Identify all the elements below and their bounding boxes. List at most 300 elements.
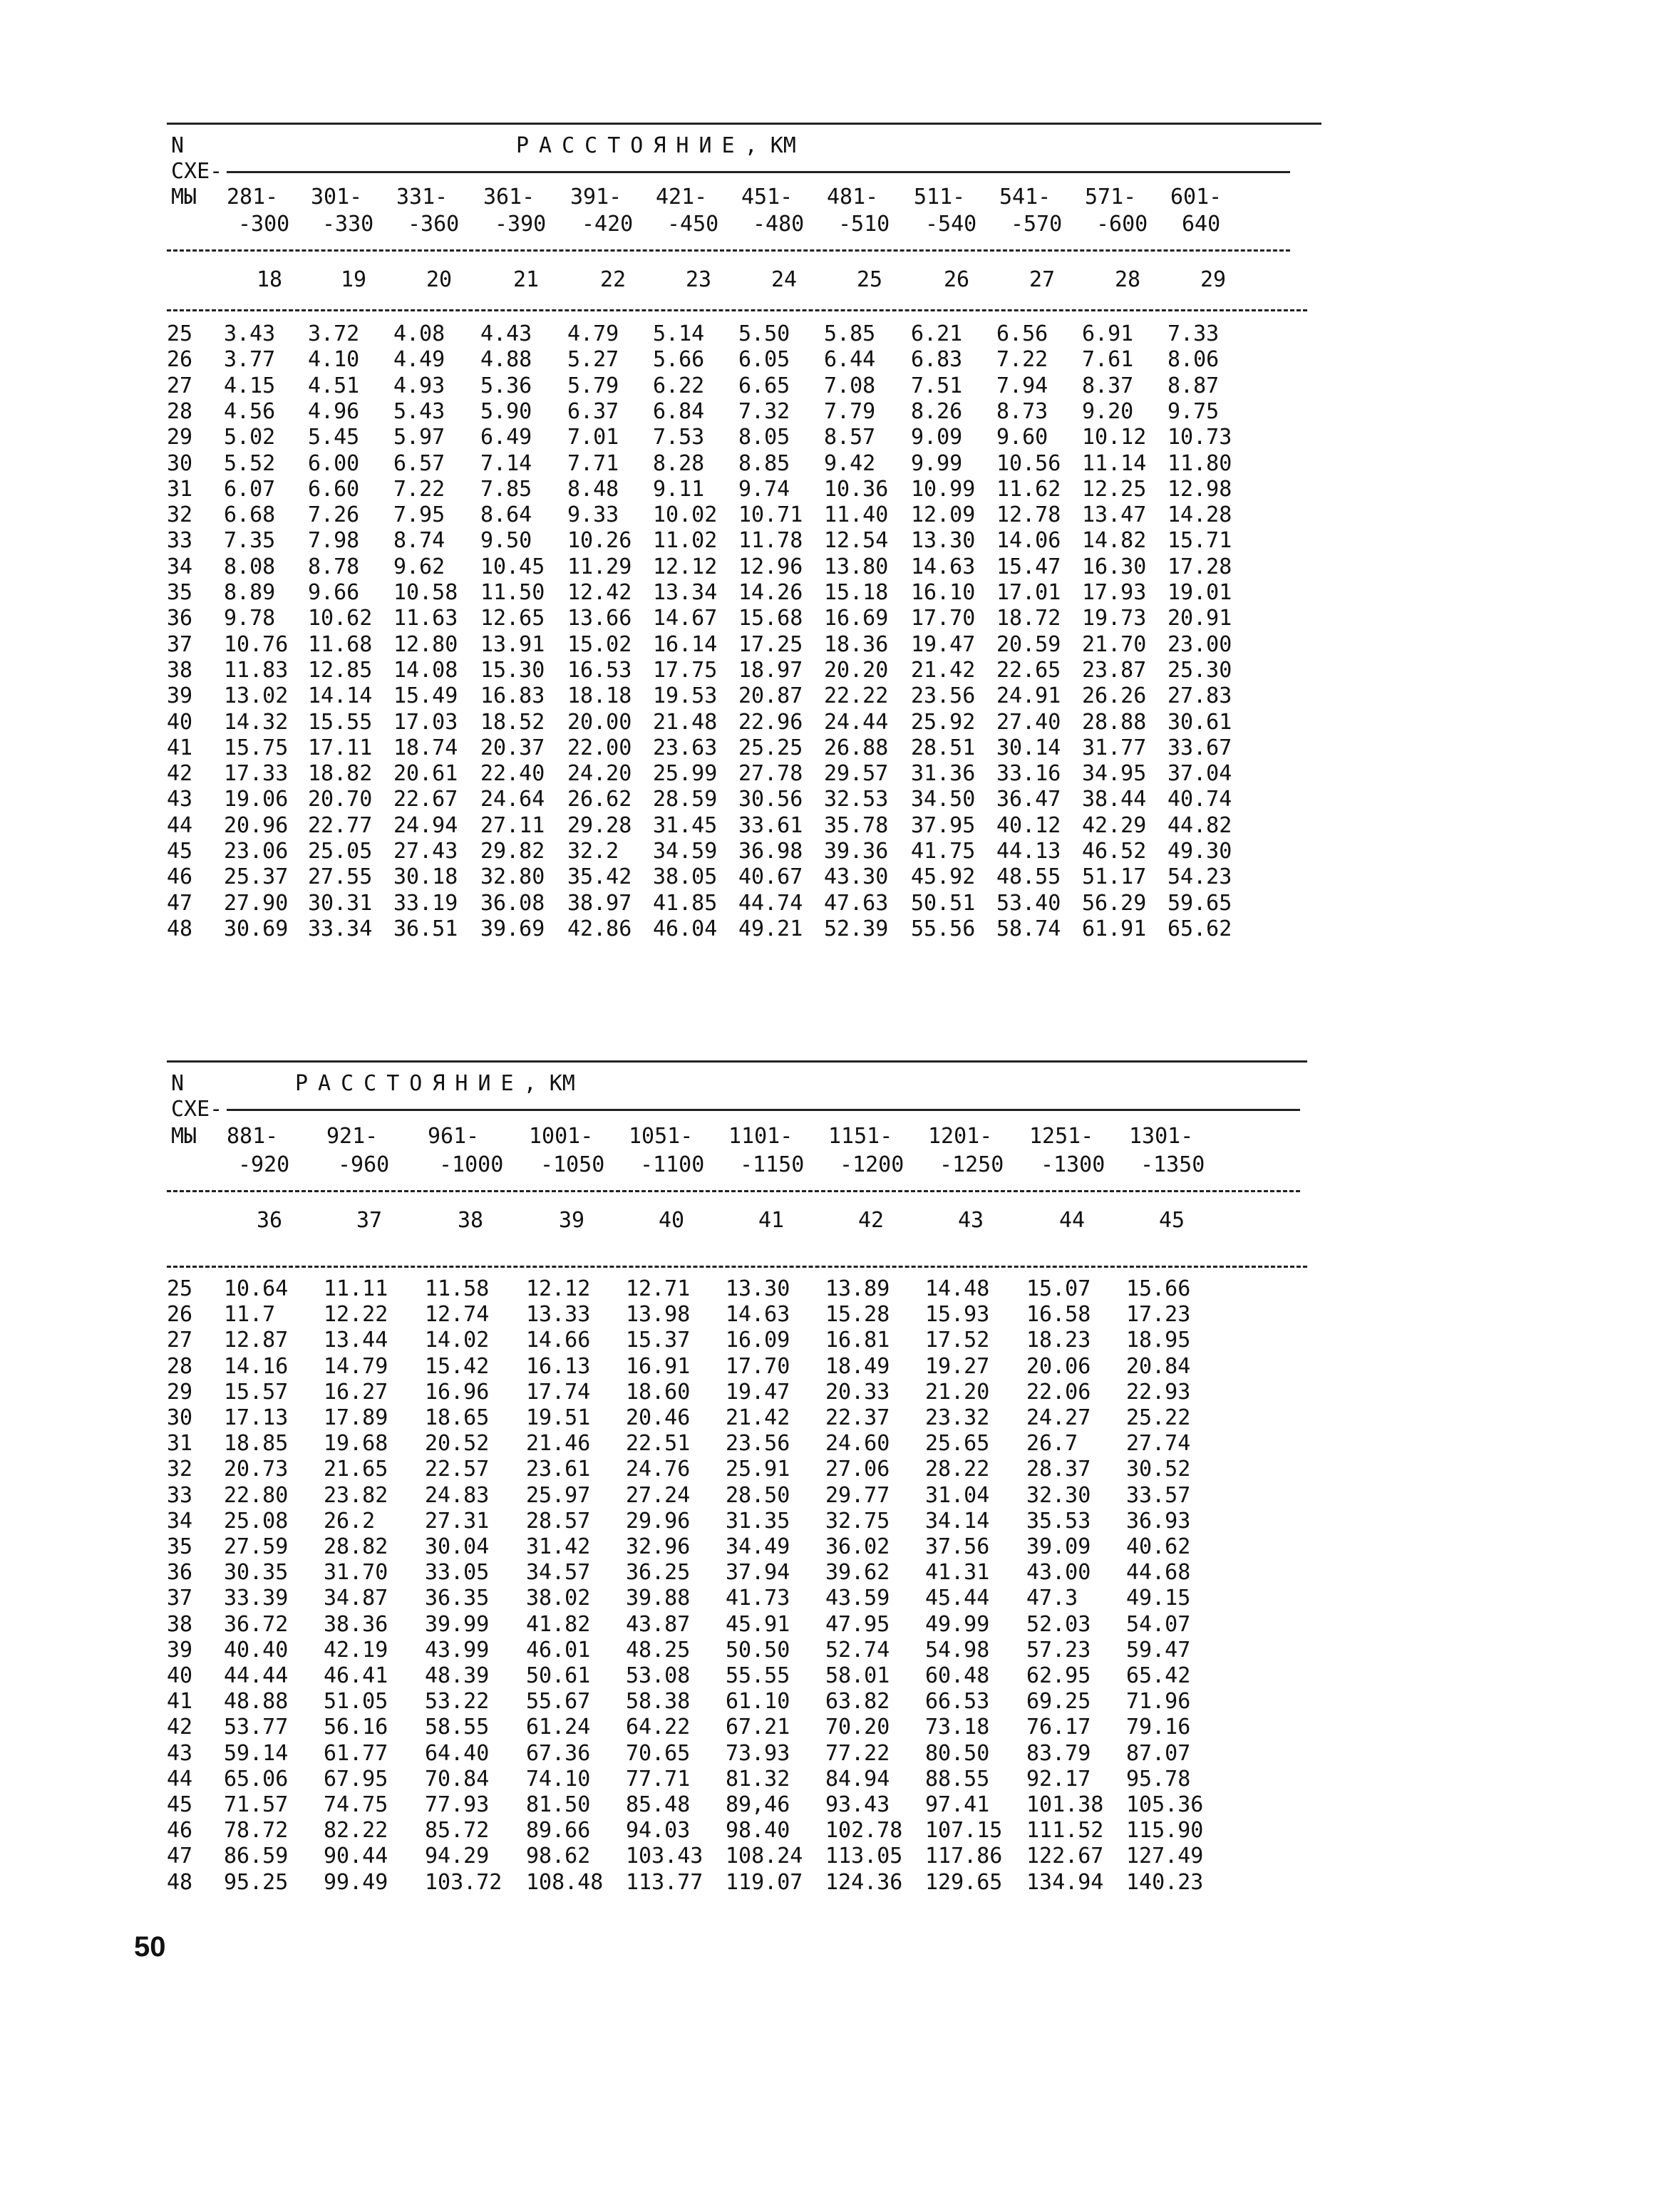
range-to: -420: [582, 212, 634, 237]
table-cell: 7.01: [567, 425, 619, 450]
header-title-text: РАССТОЯНИЕ: [516, 133, 745, 158]
range-from: 1151-: [828, 1124, 893, 1149]
table-cell: 25.08: [224, 1508, 289, 1534]
table-cell: 43.30: [824, 864, 889, 890]
table-cell: 11.14: [1082, 450, 1147, 476]
header-n: N: [171, 133, 185, 158]
table-cell: 33.39: [224, 1586, 289, 1611]
table-cell: 15.66: [1126, 1276, 1191, 1301]
table-cell: 7.26: [308, 502, 360, 528]
row-scheme-number: 39: [167, 683, 193, 709]
range-from: 571-: [1085, 185, 1137, 210]
row-scheme-number: 41: [167, 735, 193, 760]
table-cell: 43.59: [825, 1586, 890, 1611]
table-cell: 21.70: [1082, 631, 1147, 657]
table-cell: 14.02: [425, 1328, 490, 1353]
table-cell: 20.61: [393, 761, 458, 787]
table-cell: 18.85: [224, 1431, 289, 1457]
range-to: -1200: [840, 1152, 904, 1177]
table-cell: 12.12: [526, 1276, 591, 1301]
table-cell: 73.93: [726, 1740, 790, 1766]
table-cell: 16.91: [626, 1353, 691, 1379]
range-to: 640: [1182, 212, 1221, 237]
range-to: -1100: [640, 1152, 705, 1177]
column-number: 37: [356, 1208, 383, 1233]
table-cell: 17.93: [1082, 580, 1147, 605]
table-cell: 7.61: [1082, 347, 1134, 373]
table-cell: 10.58: [393, 580, 458, 605]
table-cell: 34.95: [1082, 761, 1147, 787]
row-scheme-number: 35: [167, 1534, 193, 1559]
table-cell: 17.11: [308, 735, 373, 760]
table-cell: 28.82: [324, 1534, 388, 1559]
table-cell: 81.50: [526, 1792, 591, 1817]
table-cell: 37.04: [1167, 761, 1232, 787]
table-cell: 19.27: [925, 1353, 990, 1379]
table-cell: 89.66: [526, 1818, 591, 1844]
table-cell: 50.51: [911, 890, 976, 916]
table-cell: 17.70: [911, 606, 976, 631]
table-cell: 53.77: [224, 1715, 289, 1740]
table-cell: 50.61: [526, 1663, 591, 1688]
scheme-rule: [227, 1109, 1300, 1111]
table-cell: 12.87: [224, 1328, 289, 1353]
table-cell: 14.79: [324, 1353, 388, 1379]
table-cell: 32.75: [825, 1508, 890, 1534]
row-scheme-number: 33: [167, 1482, 193, 1508]
table-cell: 28.59: [653, 787, 718, 812]
table-cell: 31.45: [653, 812, 718, 838]
table-cell: 26.88: [824, 735, 889, 760]
table-cell: 13.02: [224, 683, 289, 709]
table-cell: 34.50: [911, 787, 976, 812]
table-cell: 22.57: [425, 1457, 490, 1482]
table-cell: 52.74: [825, 1637, 890, 1663]
table-cell: 20.73: [224, 1457, 289, 1482]
table-cell: 15.68: [738, 606, 803, 631]
table-cell: 20.52: [425, 1431, 490, 1457]
range-from: 511-: [914, 185, 966, 210]
table-cell: 10.12: [1082, 425, 1147, 450]
table-cell: 6.65: [738, 373, 790, 398]
table-cell: 65.42: [1126, 1663, 1191, 1688]
table-cell: 36.98: [738, 839, 803, 864]
table-cell: 25.99: [653, 761, 718, 787]
table-cell: 22.40: [480, 761, 545, 787]
table-cell: 11.62: [996, 476, 1061, 502]
table-cell: 22.93: [1126, 1379, 1191, 1405]
table-cell: 61.91: [1082, 916, 1147, 941]
table-cell: 15.47: [996, 554, 1061, 579]
table-cell: 5.97: [393, 425, 445, 450]
table-cell: 5.43: [393, 398, 445, 424]
table-cell: 32.2: [567, 839, 619, 864]
table-cell: 26.26: [1082, 683, 1147, 709]
table-cell: 25.22: [1126, 1405, 1191, 1430]
table-cell: 51.17: [1082, 864, 1147, 890]
table-cell: 47.95: [825, 1611, 890, 1637]
top-rule: [167, 1060, 1307, 1063]
table-cell: 22.77: [308, 812, 373, 838]
table-cell: 27.59: [224, 1534, 289, 1559]
table-cell: 25.30: [1167, 657, 1232, 683]
table-cell: 6.57: [393, 450, 445, 476]
table-cell: 14.26: [738, 580, 803, 605]
table-cell: 36.35: [425, 1586, 490, 1611]
table-cell: 59.65: [1167, 890, 1232, 916]
table-cell: 29.96: [626, 1508, 691, 1534]
table-cell: 12.71: [626, 1276, 691, 1301]
table-cell: 5.85: [824, 321, 876, 346]
column-number: 22: [600, 267, 627, 292]
table-cell: 5.02: [224, 425, 276, 450]
table-cell: 14.63: [911, 554, 976, 579]
table-cell: 19.06: [224, 787, 289, 812]
table-cell: 45.44: [925, 1586, 990, 1611]
table-cell: 15.93: [925, 1302, 990, 1328]
table-cell: 67.21: [726, 1715, 790, 1740]
table-cell: 30.14: [996, 735, 1061, 760]
table-cell: 94.29: [425, 1844, 490, 1869]
range-from: 881-: [227, 1124, 279, 1149]
table-cell: 33.05: [425, 1560, 490, 1586]
table-cell: 15.30: [480, 657, 545, 683]
range-from: 391-: [570, 185, 622, 210]
table-cell: 50.50: [726, 1637, 790, 1663]
header-dash-rule: [167, 249, 1290, 252]
table-cell: 22.80: [224, 1482, 289, 1508]
table-cell: 36.93: [1126, 1508, 1191, 1534]
range-from: 541-: [999, 185, 1051, 210]
table-cell: 26.7: [1026, 1431, 1078, 1457]
table-cell: 18.49: [825, 1353, 890, 1379]
table-cell: 53.22: [425, 1689, 490, 1715]
table-cell: 9.60: [996, 425, 1048, 450]
page-number: 50: [134, 1931, 166, 1963]
table-cell: 11.78: [738, 528, 803, 554]
table-cell: 7.51: [911, 373, 963, 398]
table-cell: 25.65: [925, 1431, 990, 1457]
table-cell: 10.99: [911, 476, 976, 502]
range-to: -390: [495, 212, 547, 237]
row-scheme-number: 37: [167, 631, 193, 657]
table-cell: 54.98: [925, 1637, 990, 1663]
range-to: -540: [925, 212, 977, 237]
table-cell: 27.90: [224, 890, 289, 916]
table-cell: 41.31: [925, 1560, 990, 1586]
table-cell: 55.56: [911, 916, 976, 941]
table-cell: 34.14: [925, 1508, 990, 1534]
table-cell: 9.42: [824, 450, 876, 476]
table-cell: 13.47: [1082, 502, 1147, 528]
row-scheme-number: 35: [167, 580, 193, 605]
table-cell: 20.06: [1026, 1353, 1091, 1379]
table-cell: 69.25: [1026, 1689, 1091, 1715]
header-title-text: РАССТОЯНИЕ: [295, 1071, 524, 1096]
table-cell: 36.08: [480, 890, 545, 916]
table-cell: 23.06: [224, 839, 289, 864]
table-cell: 18.74: [393, 735, 458, 760]
table-cell: 105.36: [1126, 1792, 1204, 1817]
table-cell: 85.72: [425, 1818, 490, 1844]
table-cell: 5.27: [567, 347, 619, 373]
range-to: -330: [322, 212, 374, 237]
table-cell: 6.37: [567, 398, 619, 424]
table-cell: 28.50: [726, 1482, 790, 1508]
table-cell: 27.78: [738, 761, 803, 787]
table-cell: 35.78: [824, 812, 889, 838]
range-from: 301-: [311, 185, 363, 210]
table-cell: 8.05: [738, 425, 790, 450]
table-cell: 13.34: [653, 580, 718, 605]
table-cell: 55.67: [526, 1689, 591, 1715]
table-cell: 85.48: [626, 1792, 691, 1817]
table-cell: 8.73: [996, 398, 1048, 424]
table-cell: 11.58: [425, 1276, 490, 1301]
table-cell: 33.16: [996, 761, 1061, 787]
table-cell: 48.55: [996, 864, 1061, 890]
column-number: 25: [857, 267, 883, 292]
table-cell: 6.56: [996, 321, 1048, 346]
table-cell: 79.16: [1126, 1715, 1191, 1740]
table-cell: 119.07: [726, 1869, 803, 1895]
table-cell: 19.47: [911, 631, 976, 657]
table-cell: 10.45: [480, 554, 545, 579]
table-cell: 7.33: [1167, 321, 1220, 346]
row-scheme-number: 26: [167, 1302, 193, 1328]
table-cell: 117.86: [925, 1844, 1003, 1869]
table-cell: 102.78: [825, 1818, 903, 1844]
table-cell: 17.89: [324, 1405, 388, 1430]
table-cell: 6.91: [1082, 321, 1134, 346]
table-cell: 16.58: [1026, 1302, 1091, 1328]
range-from: 601-: [1170, 185, 1222, 210]
table-cell: 8.28: [653, 450, 705, 476]
table-cell: 22.67: [393, 787, 458, 812]
table-cell: 45.92: [911, 864, 976, 890]
table-cell: 64.40: [425, 1740, 490, 1766]
table-cell: 18.60: [626, 1379, 691, 1405]
header-unit: , КМ: [523, 1071, 575, 1096]
table-cell: 4.96: [308, 398, 360, 424]
row-scheme-number: 34: [167, 554, 193, 579]
table-cell: 9.33: [567, 502, 619, 528]
table-cell: 49.21: [738, 916, 803, 941]
row-scheme-number: 39: [167, 1637, 193, 1663]
table-cell: 16.53: [567, 657, 632, 683]
table-cell: 22.51: [626, 1431, 691, 1457]
table-cell: 10.71: [738, 502, 803, 528]
table-cell: 41.73: [726, 1586, 790, 1611]
table-cell: 14.63: [726, 1302, 790, 1328]
table-cell: 15.07: [1026, 1276, 1091, 1301]
row-scheme-number: 40: [167, 1663, 193, 1688]
table-cell: 4.43: [480, 321, 532, 346]
table-cell: 5.36: [480, 373, 532, 398]
table-cell: 5.50: [738, 321, 790, 346]
top-rule: [167, 123, 1321, 125]
table-cell: 34.87: [324, 1586, 388, 1611]
table-cell: 30.52: [1126, 1457, 1191, 1482]
table-cell: 25.92: [911, 709, 976, 735]
table-cell: 113.05: [825, 1844, 903, 1869]
table-cell: 24.20: [567, 761, 632, 787]
row-scheme-number: 31: [167, 1431, 193, 1457]
table-cell: 13.80: [824, 554, 889, 579]
table-cell: 36.72: [224, 1611, 289, 1637]
table-cell: 58.38: [626, 1689, 691, 1715]
table-cell: 8.64: [480, 502, 532, 528]
table-cell: 23.32: [925, 1405, 990, 1430]
table-cell: 10.64: [224, 1276, 289, 1301]
table-cell: 71.57: [224, 1792, 289, 1817]
table-cell: 12.54: [824, 528, 889, 554]
table-cell: 7.95: [393, 502, 445, 528]
table-cell: 17.70: [726, 1353, 790, 1379]
header-dash-rule: [167, 1190, 1300, 1192]
table-cell: 4.79: [567, 321, 619, 346]
table-cell: 7.22: [393, 476, 445, 502]
row-scheme-number: 44: [167, 1766, 193, 1792]
column-number: 18: [257, 267, 283, 292]
row-scheme-number: 31: [167, 476, 193, 502]
table-cell: 9.62: [393, 554, 445, 579]
row-scheme-number: 44: [167, 812, 193, 838]
range-from: 1201-: [928, 1124, 993, 1149]
table-cell: 20.00: [567, 709, 632, 735]
table-cell: 28.51: [911, 735, 976, 760]
table-cell: 32.53: [824, 787, 889, 812]
table-cell: 16.83: [480, 683, 545, 709]
table-cell: 11.80: [1167, 450, 1232, 476]
table-cell: 58.01: [825, 1663, 890, 1688]
table-cell: 98.40: [726, 1818, 790, 1844]
table-cell: 14.16: [224, 1353, 289, 1379]
table-cell: 73.18: [925, 1715, 990, 1740]
header-scheme-2: МЫ: [171, 185, 197, 210]
table-cell: 40.40: [224, 1637, 289, 1663]
column-number: 29: [1200, 267, 1227, 292]
table-cell: 16.10: [911, 580, 976, 605]
table-cell: 41.75: [911, 839, 976, 864]
table-cell: 25.05: [308, 839, 373, 864]
table-cell: 12.85: [308, 657, 373, 683]
range-from: 281-: [227, 185, 279, 210]
table-cell: 27.06: [825, 1457, 890, 1482]
table-cell: 16.81: [825, 1328, 890, 1353]
table-cell: 6.07: [224, 476, 276, 502]
table-cell: 38.36: [324, 1611, 388, 1637]
table-cell: 33.67: [1167, 735, 1232, 760]
table-cell: 23.87: [1082, 657, 1147, 683]
table-cell: 59.47: [1126, 1637, 1191, 1663]
table-cell: 115.90: [1126, 1818, 1204, 1844]
table-cell: 19.01: [1167, 580, 1232, 605]
table-cell: 30.31: [308, 890, 373, 916]
table-cell: 8.48: [567, 476, 619, 502]
table-cell: 13.30: [911, 528, 976, 554]
table-cell: 22.37: [825, 1405, 890, 1430]
table-cell: 12.80: [393, 631, 458, 657]
table-cell: 21.20: [925, 1379, 990, 1405]
table-cell: 140.23: [1126, 1869, 1204, 1895]
range-from: 961-: [428, 1124, 480, 1149]
range-from: 1101-: [728, 1124, 793, 1149]
table-cell: 33.57: [1126, 1482, 1191, 1508]
table-cell: 101.38: [1026, 1792, 1104, 1817]
table-cell: 39.62: [825, 1560, 890, 1586]
table-cell: 88.55: [925, 1766, 990, 1792]
table-cell: 103.43: [626, 1844, 703, 1869]
table-cell: 34.59: [653, 839, 718, 864]
table-cell: 23.56: [726, 1431, 790, 1457]
table-cell: 14.66: [526, 1328, 591, 1353]
table-cell: 14.08: [393, 657, 458, 683]
table-cell: 95.78: [1126, 1766, 1191, 1792]
table-cell: 27.55: [308, 864, 373, 890]
table-cell: 25.97: [526, 1482, 591, 1508]
row-scheme-number: 28: [167, 398, 193, 424]
table-cell: 14.32: [224, 709, 289, 735]
table-cell: 8.87: [1167, 373, 1220, 398]
table-cell: 14.06: [996, 528, 1061, 554]
column-number: 24: [771, 267, 798, 292]
range-to: -480: [753, 212, 805, 237]
column-number: 39: [559, 1208, 585, 1233]
table-cell: 24.60: [825, 1431, 890, 1457]
table-cell: 11.68: [308, 631, 373, 657]
range-to: -1050: [540, 1152, 605, 1177]
table-cell: 4.49: [393, 347, 445, 373]
table-cell: 15.37: [626, 1328, 691, 1353]
table-cell: 15.75: [224, 735, 289, 760]
table-cell: 20.91: [1167, 606, 1232, 631]
table-cell: 16.14: [653, 631, 718, 657]
table-cell: 30.18: [393, 864, 458, 890]
table-cell: 14.48: [925, 1276, 990, 1301]
table-cell: 6.68: [224, 502, 276, 528]
table-cell: 28.88: [1082, 709, 1147, 735]
range-from: 1251-: [1029, 1124, 1094, 1149]
table-cell: 92.17: [1026, 1766, 1091, 1792]
table-cell: 49.30: [1167, 839, 1232, 864]
table-cell: 134.94: [1026, 1869, 1104, 1895]
header-n: N: [171, 1071, 185, 1096]
table-cell: 15.57: [224, 1379, 289, 1405]
table-cell: 4.15: [224, 373, 276, 398]
table-cell: 10.62: [308, 606, 373, 631]
table-cell: 32.30: [1026, 1482, 1091, 1508]
table-cell: 13.98: [626, 1302, 691, 1328]
table-cell: 18.36: [824, 631, 889, 657]
table-cell: 6.83: [911, 347, 963, 373]
row-scheme-number: 46: [167, 864, 193, 890]
range-to: -300: [238, 212, 290, 237]
table-cell: 10.76: [224, 631, 289, 657]
table-cell: 76.17: [1026, 1715, 1091, 1740]
table-cell: 30.61: [1167, 709, 1232, 735]
table-cell: 15.18: [824, 580, 889, 605]
table-cell: 19.73: [1082, 606, 1147, 631]
range-to: -1350: [1140, 1152, 1205, 1177]
table-cell: 23.56: [911, 683, 976, 709]
table-cell: 22.96: [738, 709, 803, 735]
table-cell: 38.44: [1082, 787, 1147, 812]
table-cell: 17.25: [738, 631, 803, 657]
table-cell: 18.72: [996, 606, 1061, 631]
table-cell: 21.65: [324, 1457, 388, 1482]
table-cell: 23.00: [1167, 631, 1232, 657]
